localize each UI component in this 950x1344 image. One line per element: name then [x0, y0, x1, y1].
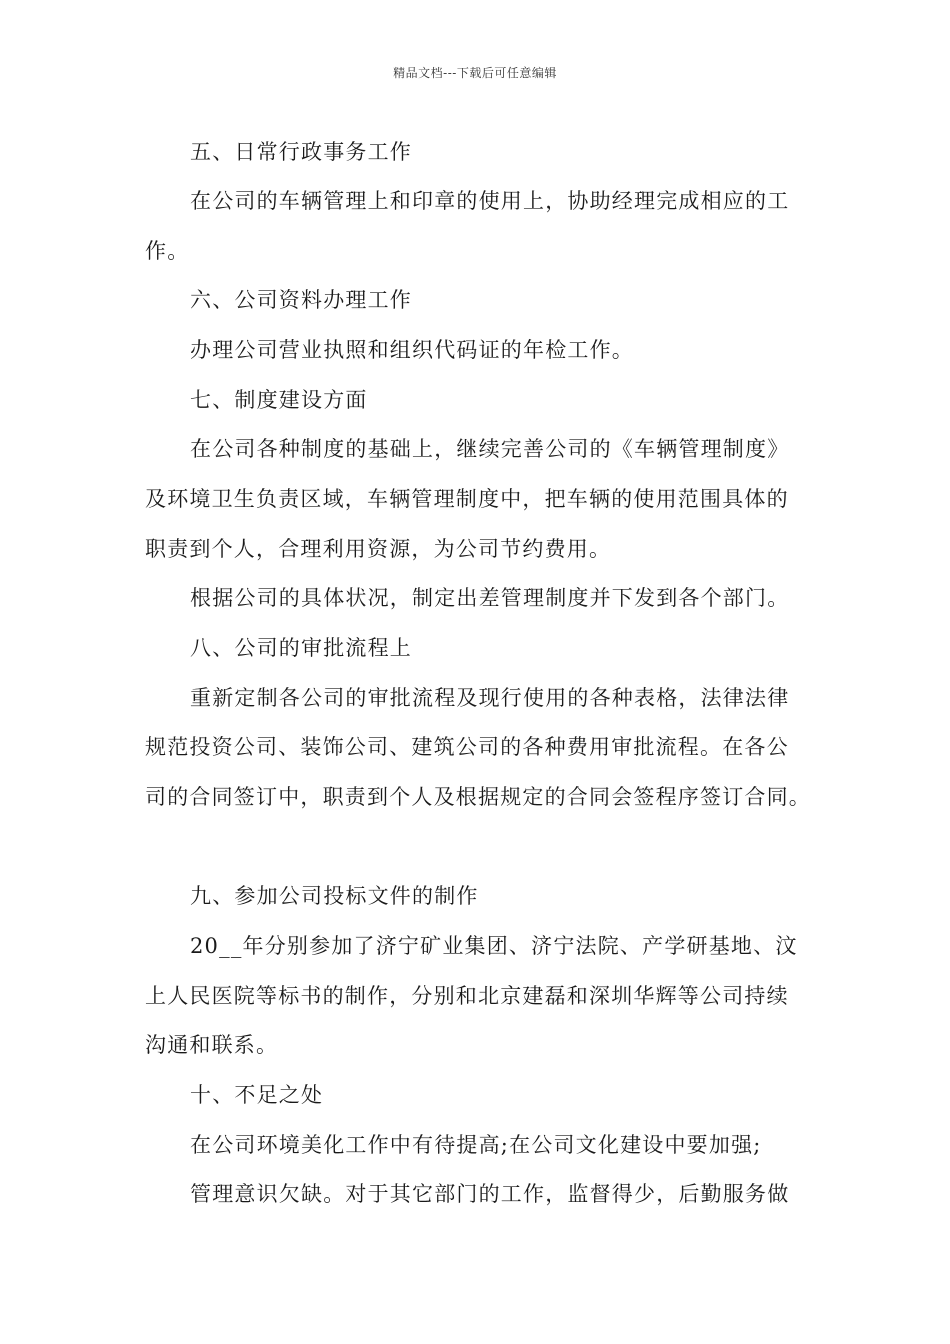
paragraph-line: 管理意识欠缺。对于其它部门的工作，监督得少，后勤服务做	[190, 1182, 790, 1206]
paragraph-line: 规范投资公司、装饰公司、建筑公司的各种费用审批流程。在各公	[145, 735, 789, 759]
paragraph-line: 作。	[145, 239, 190, 263]
section-heading-6: 六、公司资料办理工作	[190, 288, 412, 312]
paragraph-line: 司的合同签订中，职责到个人及根据规定的合同会签程序签订合同。	[145, 785, 811, 809]
paragraph-line: 职责到个人，合理利用资源，为公司节约费用。	[145, 537, 612, 561]
section-heading-5: 五、日常行政事务工作	[190, 140, 412, 164]
paragraph-line: 在公司各种制度的基础上，继续完善公司的《车辆管理制度》	[190, 437, 790, 461]
section-heading-7: 七、制度建设方面	[190, 388, 368, 412]
paragraph-line: 上人民医院等标书的制作，分别和北京建磊和深圳华辉等公司持续	[145, 984, 789, 1008]
section-heading-10: 十、不足之处	[190, 1083, 324, 1107]
paragraph-line: 沟通和联系。	[145, 1033, 279, 1057]
paragraph-line: 根据公司的具体状况，制定出差管理制度并下发到各个部门。	[190, 586, 790, 610]
page-header: 精品文档---下载后可任意编辑	[393, 66, 557, 80]
paragraph-line: 办理公司营业执照和组织代码证的年检工作。	[190, 338, 634, 362]
section-heading-8: 八、公司的审批流程上	[190, 636, 412, 660]
section-heading-9: 九、参加公司投标文件的制作	[190, 884, 479, 908]
paragraph-line: 在公司环境美化工作中有待提高;在公司文化建设中要加强;	[190, 1133, 762, 1157]
paragraph-line: 及环境卫生负责区域，车辆管理制度中，把车辆的使用范围具体的	[145, 487, 789, 511]
paragraph-line: 重新定制各公司的审批流程及现行使用的各种表格，法律法律	[190, 686, 790, 710]
paragraph-line: 20__年分别参加了济宁矿业集团、济宁法院、产学研基地、汶	[190, 934, 798, 958]
paragraph-line: 在公司的车辆管理上和印章的使用上，协助经理完成相应的工	[190, 189, 790, 213]
